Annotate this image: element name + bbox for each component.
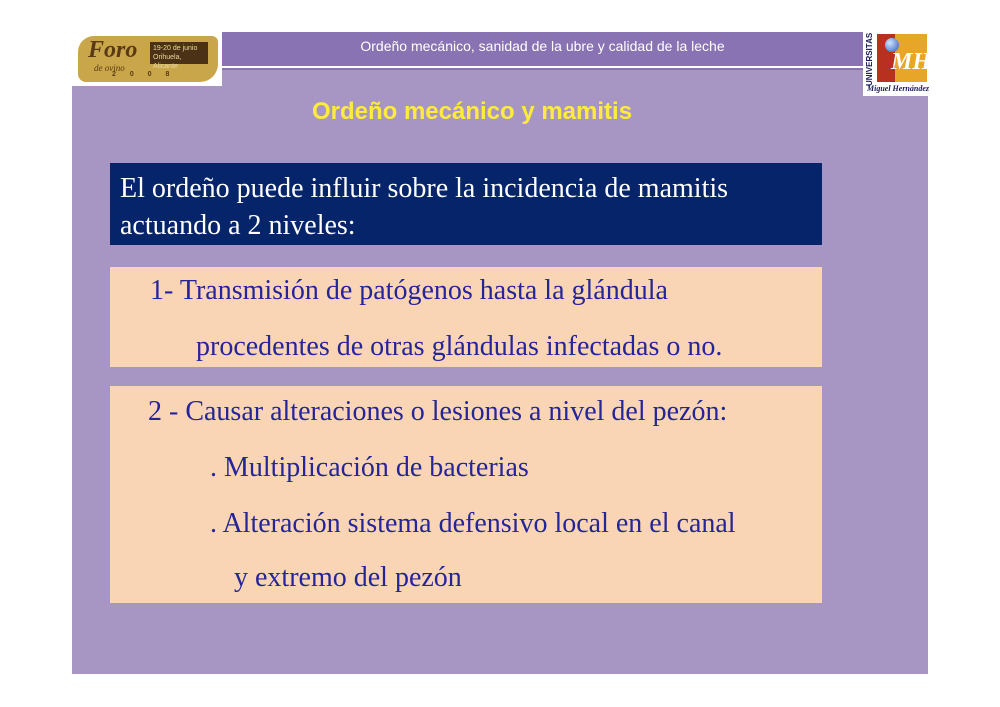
point-2-line-4: y extremo del pezón	[234, 562, 462, 593]
foro-place-text: Orihuela, Alicante	[153, 54, 182, 70]
umh-logo	[863, 30, 931, 96]
point-2-line-3: . Alteración sistema defensivo local en el canal	[210, 508, 736, 539]
foro-logo-year: 2 0 0 8	[112, 71, 176, 78]
point-1-box	[110, 267, 822, 367]
intro-line-2: actuando a 2 niveles:	[120, 210, 356, 241]
header-title: Ordeño mecánico, sanidad de la ubre y calidad de la leche	[360, 38, 725, 54]
umh-name: Miguel Hernández	[866, 84, 929, 93]
foro-logo-sub: de ovino	[94, 63, 125, 73]
foro-ovino-logo	[72, 32, 222, 86]
point-2-line-2: . Multiplicación de bacterias	[210, 452, 529, 483]
intro-box	[110, 163, 822, 245]
intro-line-1: El ordeño puede influir sobre la incidencia de mamitis	[120, 173, 729, 204]
umh-vertical-text: UNIVERSITAS	[865, 32, 874, 86]
point-1-line-2: procedentes de otras glándulas infectadas o no.	[196, 331, 723, 362]
header-divider	[222, 66, 863, 68]
foro-logo-word: Foro	[88, 37, 138, 63]
umh-letters: MH	[891, 49, 932, 75]
foro-logo-date	[150, 42, 208, 70]
point-2-box	[110, 386, 822, 603]
point-1-line-1: 1- Transmisión de patógenos hasta la glándula	[150, 275, 668, 306]
slide-title: Ordeño mecánico y mamitis	[311, 98, 633, 125]
foro-date-text: 19-20 de junio	[153, 45, 198, 52]
point-2-line-1: 2 - Causar alteraciones o lesiones a nivel del pezón:	[148, 396, 728, 427]
